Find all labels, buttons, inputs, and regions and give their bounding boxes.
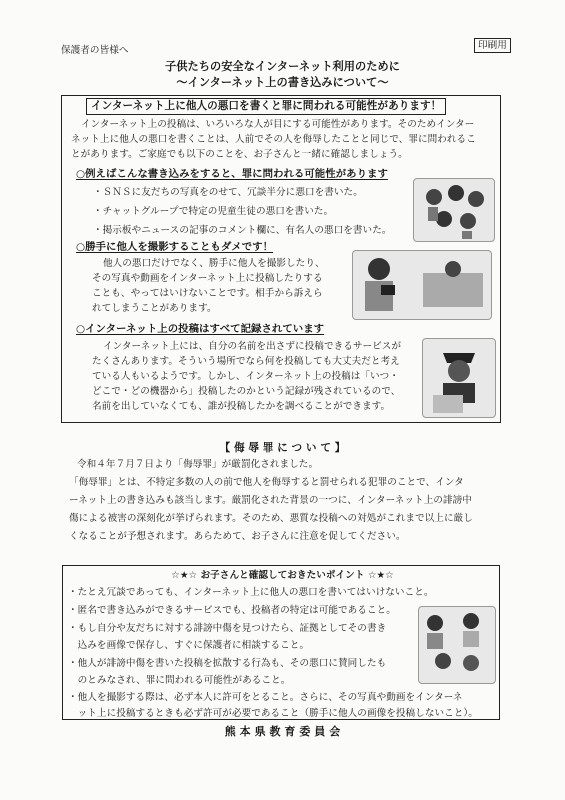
checkpoints-heading: ☆★☆ お子さんと確認しておきたいポイント ☆★☆ [171,570,394,581]
intro-line: とがあります。ご家庭でも以下のことを、お子さんと一緒に確認しましょう。 [71,149,408,160]
section-line: その写真や動画をインターネット上に投稿したりする [92,273,323,284]
section-line: たくさんあります。そういう場所でなら何を投稿しても大丈夫だと考え [92,356,400,367]
document-title: 子供たちの安全なインターネット利用のために [165,60,400,73]
insult-law-line: 傷による被害の深刻化が挙げられます。そのため、悪質な投稿への対処がこれまで以上に厳し [69,513,473,524]
checkpoint-line: ・たとえ冗談であっても、インターネット上に他人の悪口を書いてはいけないこと。 [68,587,434,598]
person-photographing-with-smartphone-illustration [352,250,492,320]
checkpoint-line: ット上に投稿するときも必ず許可が必要であること（勝手に他人の画像を投稿しないこと）。 [68,708,478,719]
salutation: 保護者の皆様へ [61,45,129,56]
children-talking-with-parent-illustration [418,606,496,684]
checkpoint-line: 込みを画像で保存し、すぐに保護者に相談すること。 [68,640,310,651]
checkpoint-line: ・もし自分や友だちに対する誹謗中傷を見つけたら、証拠としてその書き [68,623,387,634]
main-headline: インターネット上に他人の悪口を書くと罪に問われる可能性があります！ [86,98,446,115]
section-heading: ○インターネット上の投稿はすべて記録されています [76,323,325,335]
insult-law-line: ーネット上の書き込みも該当します。厳罰化された背景の一つに、インターネット上の誹謗中 [69,495,472,506]
checkpoint-line: ・他人が誹謗中傷を書いた投稿を拡散する行為も、その悪口に賛同したも [68,658,387,669]
document-subtitle: 〜インターネット上の書き込みについて〜 [176,76,389,89]
section-line: 名前を出していなくても、誰が投稿したかを調べることができます。 [92,401,391,412]
print-badge: 印刷用 [474,38,511,53]
insult-law-heading: 【 侮 辱 罪 に つ い て 】 [219,442,346,454]
section-line: ている人もいるようです。しかし、インターネット上の投稿は「いつ・ [92,371,399,382]
police-officer-at-computer-illustration [422,338,496,418]
section-line: ことも、やってはいけないことです。相手から訴えら [92,288,323,299]
section-heading: ○例えばこんな書き込みをすると、罪に問われる可能性があります [76,168,388,180]
insult-law-line: 令和４年７月７日より「侮辱罪」が厳罰化されました。 [77,459,319,470]
section-line: れてしまうことがあります。 [92,303,217,314]
checkpoint-line: のとみなされ、罪に問われる可能性があること。 [68,675,291,686]
group-using-smartphones-illustration [413,178,495,242]
section-bullet: ・ＳＮＳに友だちの写真をのせて、冗談半分に悪口を書いた。 [93,187,363,198]
section-bullet: ・チャットグループで特定の児童生徒の悪口を書いた。 [93,206,334,217]
section-line: どこで・どの機器から」投稿したのかという記録が残されているので、 [92,386,401,397]
section-bullet: ・掲示板やニュースの記事のコメント欄に、有名人の悪口を書いた。 [93,225,392,236]
issuer: 熊 本 県 教 育 委 員 会 [224,725,341,738]
section-line: 他人の悪口だけでなく、勝手に他人を撮影したり、 [103,258,325,269]
insult-law-line: くなることが予想されます。あらためて、お子さんに注意を促してください。 [69,531,406,542]
insult-law-line: 「侮辱罪」とは、不特定多数の人の前で他人を侮辱すると罰せられる犯罪のことで、インタ [69,477,464,488]
section-heading: ○勝手に他人を撮影することもダメです！ [76,241,274,253]
intro-line: インターネット上の投稿は、いろいろな人が目にする可能性があります。そのためインター [81,119,475,130]
checkpoint-line: ・匿名で書き込みができるサービスでも、投稿者の特定は可能であること。 [68,605,396,616]
section-line: インターネット上には、自分の名前を出さずに投稿できるサービスが [103,341,402,352]
intro-line: ネット上に他人の悪口を書くことは、人前でその人を侮辱したことと同じで、罪に問われるこ [71,134,476,145]
checkpoint-line: ・他人を撮影する際は、必ず本人に許可をとること。さらに、その写真や動画をインターネ [68,692,463,703]
